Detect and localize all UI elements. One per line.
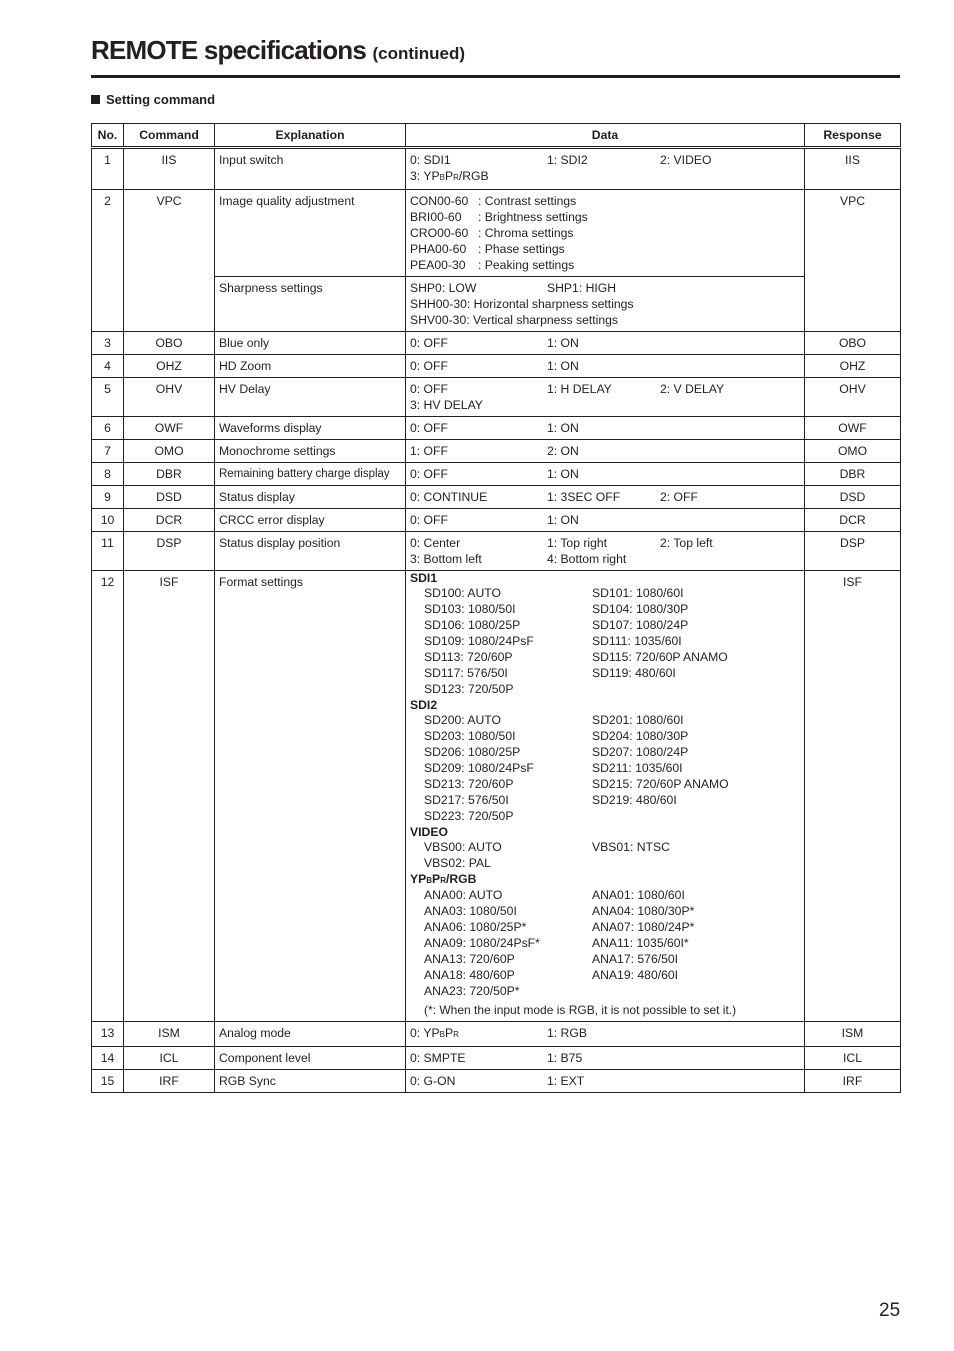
data-option: 0: SMPTE <box>410 1051 466 1065</box>
cell-command: VPC <box>124 190 215 332</box>
data-option: 4: Bottom right <box>547 552 627 566</box>
data-option: 2: ON <box>547 444 579 458</box>
format-code: ANA17: 576/50I <box>592 952 679 966</box>
format-code: SD111: 1035/60I <box>592 634 682 648</box>
cell-no: 12 <box>92 571 124 1022</box>
section-heading <box>91 92 215 107</box>
cell-data <box>406 532 805 571</box>
cell-explanation: Status display <box>215 486 406 509</box>
adjust-desc: : Contrast settings <box>478 194 577 208</box>
cell-data <box>406 332 805 355</box>
format-code: SD215: 720/60P ANAMO <box>592 777 729 791</box>
title-rule <box>91 75 900 78</box>
data-option: 1: ON <box>547 467 579 481</box>
format-code: SD206: 1080/25P <box>424 745 521 759</box>
page-title-suffix: (continued) <box>372 44 466 63</box>
table-row <box>92 1047 901 1070</box>
data-option: 0: OFF <box>410 467 448 481</box>
data-option: SHH00-30: Horizontal sharpness settings <box>410 297 634 311</box>
data-option: SHP0: LOW <box>410 281 477 295</box>
cell-response: OBO <box>805 332 901 355</box>
format-code: VBS00: AUTO <box>424 840 502 854</box>
adjust-code: PEA00-30 <box>410 258 466 272</box>
cell-no: 2 <box>92 190 124 332</box>
data-option: 1: B75 <box>547 1051 583 1065</box>
cell-command: DSP <box>124 532 215 571</box>
cell-data <box>406 378 805 417</box>
data-option: 1: ON <box>547 513 579 527</box>
cell-response: DCR <box>805 509 901 532</box>
data-option: 0: OFF <box>410 382 448 396</box>
table-row <box>92 148 901 190</box>
format-code: SD104: 1080/30P <box>592 602 689 616</box>
cell-data <box>406 190 805 277</box>
cell-response: ISM <box>805 1022 901 1047</box>
header-no: No. <box>92 124 124 148</box>
adjust-code: CON00-60 <box>410 194 469 208</box>
cell-explanation: Waveforms display <box>215 417 406 440</box>
data-option: 0: SDI1 <box>410 153 451 167</box>
format-code: SD109: 1080/24PsF <box>424 634 534 648</box>
cell-explanation: Remaining battery charge display <box>215 463 406 486</box>
table-row <box>92 332 901 355</box>
square-bullet-icon <box>91 95 100 104</box>
format-group-analog: YPBPR/RGB <box>410 872 477 886</box>
cell-command: ISF <box>124 571 215 1022</box>
table-row <box>92 532 901 571</box>
cell-explanation: CRCC error display <box>215 509 406 532</box>
format-note: (*: When the input mode is RGB, it is not possible to set it.) <box>424 1003 737 1017</box>
cell-explanation: Analog mode <box>215 1022 406 1047</box>
adjust-desc: : Peaking settings <box>478 258 575 272</box>
data-option: 3: HV DELAY <box>410 398 483 412</box>
cell-data <box>406 148 805 190</box>
table-row <box>92 190 901 277</box>
cell-command: ISM <box>124 1022 215 1047</box>
data-option: 2: V DELAY <box>660 382 725 396</box>
cell-command: OHV <box>124 378 215 417</box>
cell-data <box>406 440 805 463</box>
data-option: 1: ON <box>547 421 579 435</box>
adjust-desc: : Brightness settings <box>478 210 588 224</box>
format-code: ANA19: 480/60I <box>592 968 679 982</box>
cell-command: OWF <box>124 417 215 440</box>
data-option: 2: OFF <box>660 490 698 504</box>
table-header-row <box>92 124 901 148</box>
cell-data <box>406 509 805 532</box>
format-code: VBS01: NTSC <box>592 840 670 854</box>
data-option: 0: Center <box>410 536 461 550</box>
table-row <box>92 440 901 463</box>
cell-data <box>406 463 805 486</box>
cell-command: OMO <box>124 440 215 463</box>
data-option: 1: ON <box>547 336 579 350</box>
cell-response: DSP <box>805 532 901 571</box>
data-option: 0: CONTINUE <box>410 490 488 504</box>
format-code: ANA09: 1080/24PsF* <box>424 936 540 950</box>
cell-explanation: Format settings <box>215 571 406 1022</box>
table-row <box>92 417 901 440</box>
format-code: ANA11: 1035/60I* <box>592 936 689 950</box>
cell-response: OWF <box>805 417 901 440</box>
format-code: VBS02: PAL <box>424 856 491 870</box>
format-code: SD201: 1080/60I <box>592 713 684 727</box>
page-title <box>91 30 465 74</box>
cell-no: 13 <box>92 1022 124 1047</box>
cell-command: DBR <box>124 463 215 486</box>
cell-no: 15 <box>92 1070 124 1093</box>
cell-response: ISF <box>805 571 901 1022</box>
data-option: 0: G-ON <box>410 1074 456 1088</box>
adjust-code: PHA00-60 <box>410 242 467 256</box>
format-code: ANA13: 720/60P <box>424 952 515 966</box>
format-code: SD106: 1080/25P <box>424 618 521 632</box>
section-heading-text: Setting command <box>106 92 216 107</box>
data-option: 1: OFF <box>410 444 448 458</box>
cell-explanation: Image quality adjustment <box>215 190 406 277</box>
cell-data <box>406 355 805 378</box>
cell-command: DSD <box>124 486 215 509</box>
format-code: SD204: 1080/30P <box>592 729 689 743</box>
table-row <box>92 378 901 417</box>
format-code: ANA06: 1080/25P* <box>424 920 527 934</box>
cell-response: DBR <box>805 463 901 486</box>
cell-explanation: HD Zoom <box>215 355 406 378</box>
data-option: 1: EXT <box>547 1074 585 1088</box>
format-code: ANA18: 480/60P <box>424 968 515 982</box>
table-row <box>92 571 901 1022</box>
cell-data <box>406 1070 805 1093</box>
format-code: SD213: 720/60P <box>424 777 514 791</box>
cell-no: 9 <box>92 486 124 509</box>
cell-explanation: HV Delay <box>215 378 406 417</box>
adjust-code: CRO00-60 <box>410 226 469 240</box>
cell-response: DSD <box>805 486 901 509</box>
format-list-sdi2 <box>410 712 800 824</box>
cell-no: 11 <box>92 532 124 571</box>
cell-no: 3 <box>92 332 124 355</box>
cell-explanation: RGB Sync <box>215 1070 406 1093</box>
cell-data <box>406 571 805 1022</box>
cell-explanation: Component level <box>215 1047 406 1070</box>
table-row <box>92 509 901 532</box>
cell-no: 10 <box>92 509 124 532</box>
adjust-desc: : Chroma settings <box>478 226 574 240</box>
cell-no: 1 <box>92 148 124 190</box>
data-option: 0: OFF <box>410 359 448 373</box>
format-list-sdi1 <box>410 585 800 697</box>
adjust-desc: : Phase settings <box>478 242 565 256</box>
table-row <box>92 486 901 509</box>
data-option-ypbpr: 3: YPBPR/RGB <box>410 169 489 183</box>
cell-data <box>406 1047 805 1070</box>
data-option: 1: RGB <box>547 1026 587 1040</box>
format-code: ANA03: 1080/50I <box>424 904 517 918</box>
cell-explanation: Blue only <box>215 332 406 355</box>
format-code: SD119: 480/60I <box>592 666 676 680</box>
data-option: 0: OFF <box>410 336 448 350</box>
cell-response: ICL <box>805 1047 901 1070</box>
format-code: SD223: 720/50P <box>424 809 514 823</box>
format-code: SD123: 720/50P <box>424 682 514 696</box>
cell-data <box>406 1022 805 1047</box>
format-code: ANA23: 720/50P* <box>424 984 520 998</box>
data-option: 1: Top right <box>547 536 608 550</box>
cell-command: IRF <box>124 1070 215 1093</box>
cell-no: 5 <box>92 378 124 417</box>
data-option: SHV00-30: Vertical sharpness settings <box>410 313 618 327</box>
page-number: 25 <box>879 1300 901 1321</box>
format-code: SD101: 1080/60I <box>592 586 684 600</box>
cell-data <box>406 277 805 332</box>
data-option: 0: OFF <box>410 513 448 527</box>
cell-explanation: Input switch <box>215 148 406 190</box>
format-code: SD107: 1080/24P <box>592 618 689 632</box>
cell-data <box>406 417 805 440</box>
cell-explanation: Monochrome settings <box>215 440 406 463</box>
cell-no: 14 <box>92 1047 124 1070</box>
format-code: SD217: 576/50I <box>424 793 509 807</box>
data-option: 0: OFF <box>410 421 448 435</box>
format-code: SD113: 720/60P <box>424 650 513 664</box>
data-option: 3: Bottom left <box>410 552 482 566</box>
cell-command: OHZ <box>124 355 215 378</box>
cell-command: DCR <box>124 509 215 532</box>
cell-command: IIS <box>124 148 215 190</box>
format-code: SD115: 720/60P ANAMO <box>592 650 728 664</box>
cell-data <box>406 486 805 509</box>
table-row <box>92 463 901 486</box>
data-option: 2: VIDEO <box>660 153 712 167</box>
cell-command: ICL <box>124 1047 215 1070</box>
cell-response: IRF <box>805 1070 901 1093</box>
data-option: 1: ON <box>547 359 579 373</box>
cell-response: VPC <box>805 190 901 332</box>
header-response: Response <box>805 124 901 148</box>
setting-command-table <box>91 123 901 1093</box>
header-explanation: Explanation <box>215 124 406 148</box>
format-list-video <box>410 839 800 871</box>
cell-response: OHZ <box>805 355 901 378</box>
format-group-sdi1: SDI1 <box>410 571 438 585</box>
format-code: SD117: 576/50I <box>424 666 508 680</box>
data-option: SHP1: HIGH <box>547 281 617 295</box>
table-row <box>92 1070 901 1093</box>
page-title-main: REMOTE specifications <box>91 35 367 65</box>
cell-no: 8 <box>92 463 124 486</box>
data-option: 1: H DELAY <box>547 382 612 396</box>
format-code: ANA04: 1080/30P* <box>592 904 695 918</box>
format-code: SD219: 480/60I <box>592 793 677 807</box>
data-option: 2: Top left <box>660 536 713 550</box>
format-code: SD200: AUTO <box>424 713 501 727</box>
data-option: 1: SDI2 <box>547 153 588 167</box>
cell-no: 4 <box>92 355 124 378</box>
format-list-analog <box>410 887 800 999</box>
adjust-code: BRI00-60 <box>410 210 462 224</box>
table-row <box>92 1022 901 1047</box>
format-code: ANA07: 1080/24P* <box>592 920 695 934</box>
cell-response: OHV <box>805 378 901 417</box>
format-code: SD209: 1080/24PsF <box>424 761 534 775</box>
format-code: SD211: 1035/60I <box>592 761 683 775</box>
format-code: SD103: 1080/50I <box>424 602 516 616</box>
cell-explanation: Sharpness settings <box>215 277 406 332</box>
format-code: ANA00: AUTO <box>424 888 503 902</box>
cell-response: IIS <box>805 148 901 190</box>
cell-command: OBO <box>124 332 215 355</box>
format-code: ANA01: 1080/60I <box>592 888 685 902</box>
format-code: SD100: AUTO <box>424 586 501 600</box>
cell-no: 7 <box>92 440 124 463</box>
format-group-sdi2: SDI2 <box>410 698 438 712</box>
table-row <box>92 355 901 378</box>
format-code: SD207: 1080/24P <box>592 745 689 759</box>
data-option-ypbpr: 0: YPBPR <box>410 1026 459 1040</box>
header-command: Command <box>124 124 215 148</box>
cell-explanation: Status display position <box>215 532 406 571</box>
header-data: Data <box>406 124 805 148</box>
format-code: SD203: 1080/50I <box>424 729 516 743</box>
format-group-video: VIDEO <box>410 825 448 839</box>
cell-response: OMO <box>805 440 901 463</box>
data-option: 1: 3SEC OFF <box>547 490 621 504</box>
cell-no: 6 <box>92 417 124 440</box>
